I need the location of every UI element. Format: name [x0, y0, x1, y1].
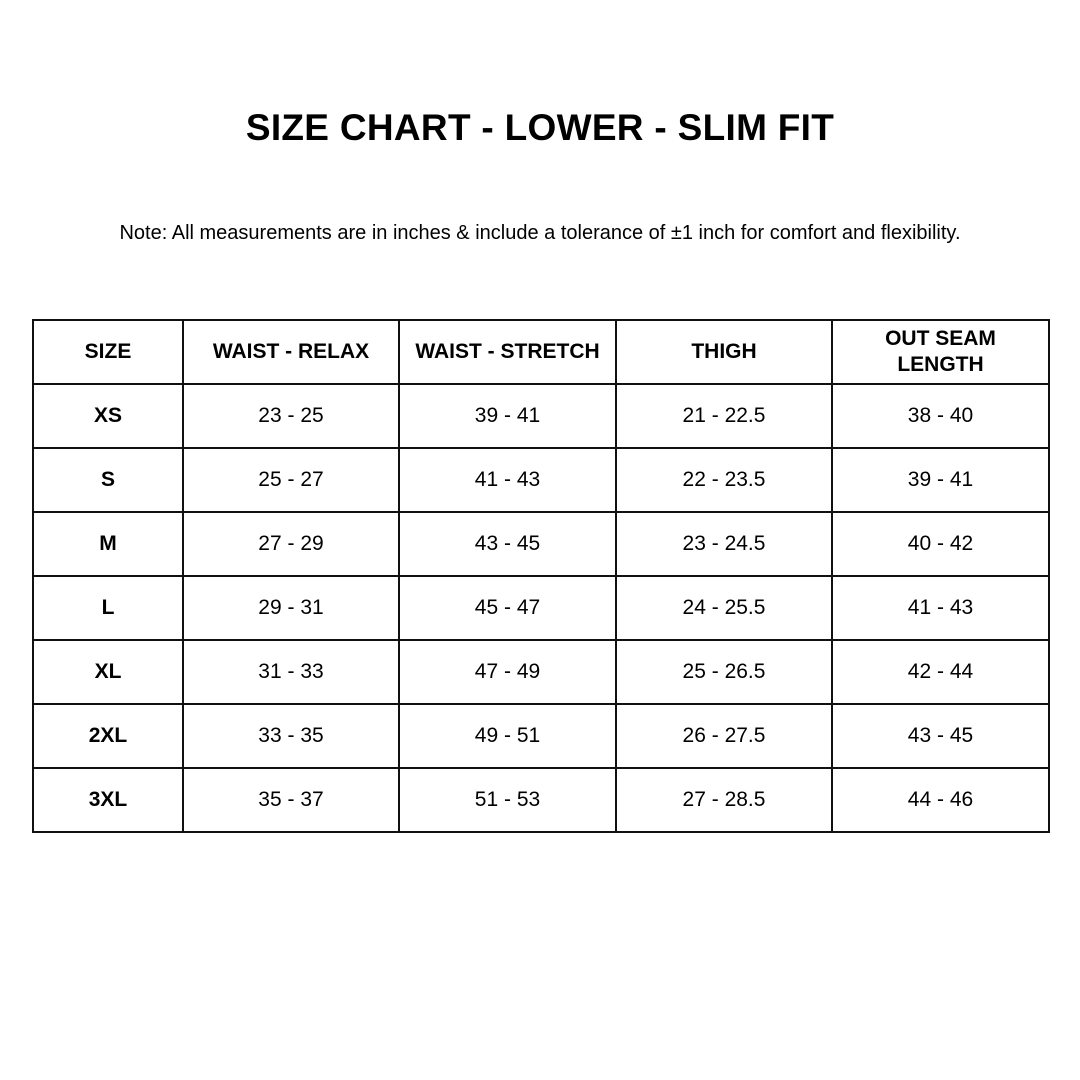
out-seam-length-cell: 40 - 42 [832, 512, 1049, 576]
thigh-cell: 24 - 25.5 [616, 576, 832, 640]
out-seam-length-cell: 43 - 45 [832, 704, 1049, 768]
waist-relax-cell: 35 - 37 [183, 768, 399, 832]
waist-stretch-cell: 47 - 49 [399, 640, 616, 704]
table-row [33, 384, 1049, 448]
size-cell: 2XL [33, 704, 183, 768]
waist-stretch-cell: 41 - 43 [399, 448, 616, 512]
size-cell: 3XL [33, 768, 183, 832]
size-chart-table [32, 319, 1050, 833]
out-seam-length-cell: 39 - 41 [832, 448, 1049, 512]
table-row [33, 768, 1049, 832]
header-waist-stretch: WAIST - STRETCH [399, 320, 616, 384]
waist-relax-cell: 29 - 31 [183, 576, 399, 640]
table-row [33, 448, 1049, 512]
table-header-row [33, 320, 1049, 384]
waist-relax-cell: 31 - 33 [183, 640, 399, 704]
header-waist-relax: WAIST - RELAX [183, 320, 399, 384]
size-cell: S [33, 448, 183, 512]
thigh-cell: 23 - 24.5 [616, 512, 832, 576]
table-row [33, 640, 1049, 704]
thigh-cell: 27 - 28.5 [616, 768, 832, 832]
waist-relax-cell: 23 - 25 [183, 384, 399, 448]
table-row [33, 704, 1049, 768]
thigh-cell: 26 - 27.5 [616, 704, 832, 768]
waist-stretch-cell: 43 - 45 [399, 512, 616, 576]
waist-stretch-cell: 45 - 47 [399, 576, 616, 640]
table-row [33, 576, 1049, 640]
waist-relax-cell: 27 - 29 [183, 512, 399, 576]
table-row [33, 512, 1049, 576]
out-seam-length-cell: 38 - 40 [832, 384, 1049, 448]
header-out-seam-length: OUT SEAM LENGTH [832, 320, 1049, 384]
out-seam-length-cell: 42 - 44 [832, 640, 1049, 704]
waist-relax-cell: 33 - 35 [183, 704, 399, 768]
thigh-cell: 25 - 26.5 [616, 640, 832, 704]
size-cell: XL [33, 640, 183, 704]
waist-stretch-cell: 51 - 53 [399, 768, 616, 832]
measurement-note: Note: All measurements are in inches & include a tolerance of ±1 inch for comfort and flexibility. [119, 222, 961, 244]
size-cell: M [33, 512, 183, 576]
thigh-cell: 22 - 23.5 [616, 448, 832, 512]
out-seam-length-cell: 44 - 46 [832, 768, 1049, 832]
waist-stretch-cell: 39 - 41 [399, 384, 616, 448]
page-title: SIZE CHART - LOWER - SLIM FIT [245, 107, 835, 148]
thigh-cell: 21 - 22.5 [616, 384, 832, 448]
size-cell: L [33, 576, 183, 640]
header-size: SIZE [33, 320, 183, 384]
waist-stretch-cell: 49 - 51 [399, 704, 616, 768]
size-cell: XS [33, 384, 183, 448]
waist-relax-cell: 25 - 27 [183, 448, 399, 512]
out-seam-length-cell: 41 - 43 [832, 576, 1049, 640]
header-thigh: THIGH [616, 320, 832, 384]
